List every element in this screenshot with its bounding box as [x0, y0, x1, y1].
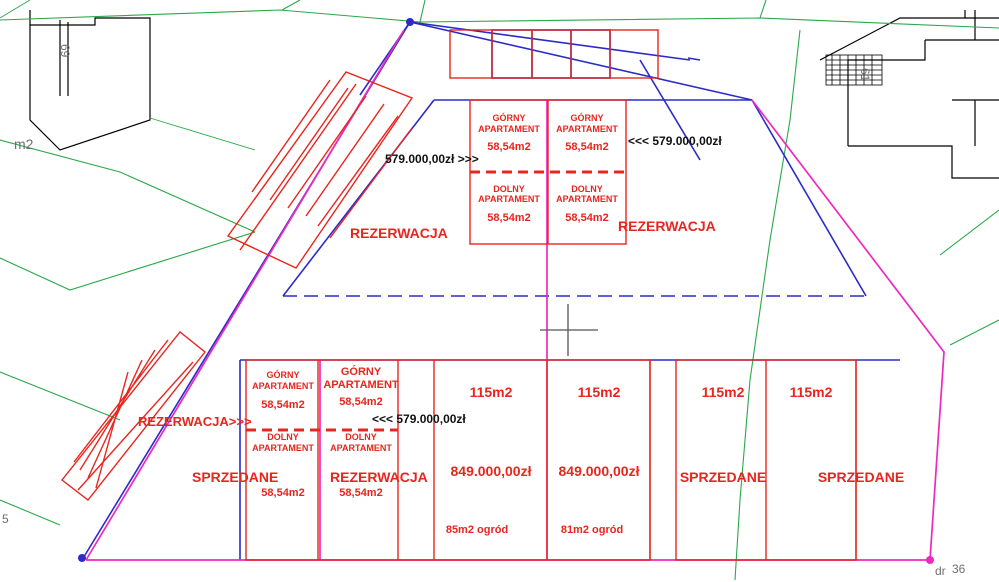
left-strip-reservation: REZERWACJA>>>: [138, 414, 252, 429]
bottom-unit-d-line2: APARTAMENT: [330, 443, 392, 453]
bottom-unit-a-line2: APARTAMENT: [252, 381, 314, 391]
label-parcel-m2: m2: [14, 136, 34, 152]
bottom-unit-c-line2: APARTAMENT: [252, 443, 314, 453]
house4-area: 115m2: [789, 384, 833, 400]
bottom-unit-d-area: 58,54m2: [339, 487, 383, 499]
top-unit-d-area: 58,54m2: [565, 212, 609, 224]
bottom-unit-d-line1: DOLNY: [345, 432, 377, 442]
top-unit-d-line1: DOLNY: [571, 184, 603, 194]
top-unit-c-line2: APARTAMENT: [478, 194, 540, 204]
label-parcel-5: 5: [2, 512, 9, 526]
bottom-unit-b-line2: APARTAMENT: [323, 379, 399, 391]
label-parcel-36: 36: [952, 562, 966, 576]
label-parcel-61: 61: [858, 68, 872, 82]
top-unit-c-area: 58,54m2: [487, 212, 531, 224]
label-road: dr: [935, 564, 946, 578]
survey-cross: [540, 304, 598, 356]
top-unit-a-line2: APARTAMENT: [478, 124, 540, 134]
bottom-unit-c-line1: DOLNY: [267, 432, 299, 442]
bottom-unit-b-area: 58,54m2: [339, 396, 383, 408]
house3-status: SPRZEDANE: [679, 469, 767, 485]
house2-area: 115m2: [577, 384, 621, 400]
house1-price: 849.000,00zł: [450, 463, 532, 479]
top-reservation-left: REZERWACJA: [350, 225, 448, 241]
house2-price: 849.000,00zł: [558, 463, 640, 479]
bottom-status-reservation: REZERWACJA: [330, 469, 428, 485]
top-unit-a-area: 58,54m2: [487, 141, 531, 153]
top-unit-a-line1: GÓRNY: [492, 113, 526, 123]
bottom-status-sold: SPRZEDANE: [192, 469, 279, 485]
house4-status: SPRZEDANE: [817, 469, 905, 485]
house2-garden: 81m2 ogród: [560, 524, 624, 536]
top-unit-b-area: 58,54m2: [565, 141, 609, 153]
bottom-unit-a-area: 58,54m2: [261, 399, 305, 411]
house3-area: 115m2: [701, 384, 745, 400]
top-unit-b-line2: APARTAMENT: [556, 124, 618, 134]
house1-garden: 85m2 ogród: [445, 524, 509, 536]
top-reservation-right: REZERWACJA: [618, 218, 716, 234]
bottom-unit-a-line1: GÓRNY: [266, 370, 300, 380]
top-unit-b-line1: GÓRNY: [570, 113, 604, 123]
top-price-right: <<< 579.000,00zł: [628, 134, 722, 148]
label-parcel-69: 69: [58, 44, 72, 58]
bottom-unit-b-line1: GÓRNY: [340, 366, 382, 378]
house1-area: 115m2: [469, 384, 513, 400]
top-price-left: 579.000,00zł >>>: [385, 152, 479, 166]
bottom-price-label: <<< 579.000,00zł: [372, 412, 466, 426]
bottom-unit-c-area: 58,54m2: [261, 487, 305, 499]
top-unit-d-line2: APARTAMENT: [556, 194, 618, 204]
top-unit-c-line1: DOLNY: [493, 184, 525, 194]
